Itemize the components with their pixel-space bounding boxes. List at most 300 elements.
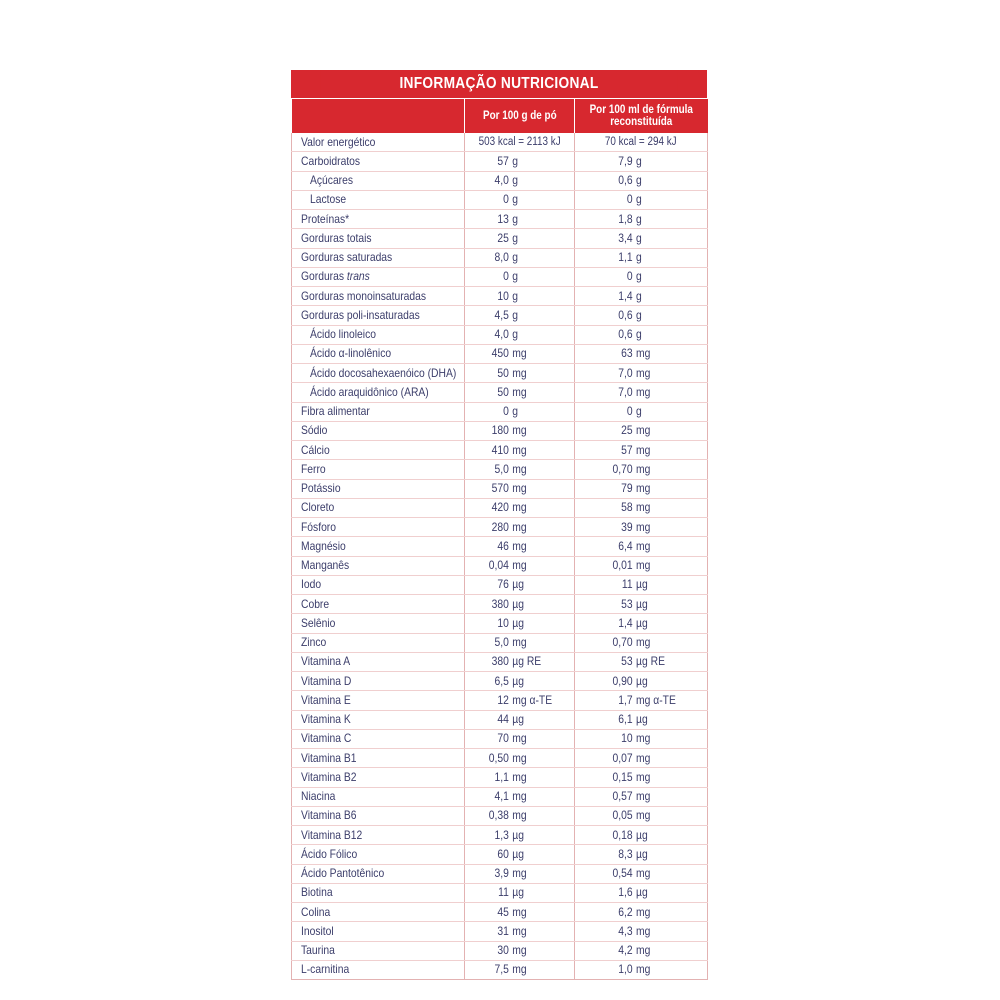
value-per-100ml [575,325,708,344]
amount: 11 [498,885,509,900]
nutrition-facts-panel [291,70,707,980]
nutrient-name [292,864,465,883]
value-per-100g [465,749,575,768]
amount: 30 [497,943,509,958]
value-per-100ml [575,941,708,960]
unit: mg [636,635,651,650]
label-text: Selênio [301,615,336,630]
unit: g [512,269,519,284]
amount: 1,1 [494,769,509,784]
unit: mg [636,923,651,938]
unit: g [512,307,519,322]
value-per-100g [465,672,575,691]
amount: 12 [497,692,509,707]
table-row [292,845,708,864]
label-text: Lactose [310,192,347,207]
unit: mg [512,365,527,380]
unit: µg [636,673,648,688]
label-text: Potássio [301,481,341,496]
value-per-100g [465,460,575,479]
label-text: Vitamina E [301,692,351,707]
value-per-100ml [575,845,708,864]
table-row [292,171,708,190]
nutrient-name [292,575,465,594]
value-per-100ml [575,267,708,286]
amount: 44 [497,712,509,727]
table-row [292,672,708,691]
label-text: Vitamina A [301,654,351,669]
nutrient-name [292,325,465,344]
label-text: Proteínas* [301,211,350,226]
unit: µg [512,712,524,727]
value-per-100ml [575,402,708,421]
value-per-100g [465,229,575,248]
unit: mg [512,943,527,958]
value-per-100ml [575,556,708,575]
table-row [292,421,708,440]
amount: 0,6 [618,173,633,188]
label-text: Cálcio [301,442,330,457]
nutrient-name [292,518,465,537]
value-per-100g [465,498,575,517]
amount: 10 [621,731,633,746]
nutrient-name [292,537,465,556]
label-text: Iodo [301,577,322,592]
nutrient-name [292,614,465,633]
value-per-100g [465,556,575,575]
label-text: Carboidratos [301,153,361,168]
unit: g [636,192,642,207]
amount: 4,0 [494,327,509,342]
nutrient-name [292,787,465,806]
value-per-100g [465,729,575,748]
amount: 1,8 [618,211,633,226]
value-per-100g [465,768,575,787]
unit: mg [636,365,651,380]
amount: 0,54 [612,866,633,881]
amount: 0 [503,269,509,284]
table-row [292,575,708,594]
amount: 0,90 [612,673,633,688]
label-text: Gorduras poli-insaturadas [301,307,420,322]
amount: 1,6 [618,885,633,900]
nutrient-name [292,960,465,979]
label-text: Vitamina D [301,673,352,688]
label-text: Gorduras [301,269,347,284]
value-per-100g [465,537,575,556]
label-text: Fósforo [301,519,336,534]
amount: 13 [497,211,509,226]
unit: g [636,250,642,265]
unit: mg [512,923,527,938]
amount: 0 [503,192,509,207]
value-per-100g [465,883,575,902]
amount: 0,6 [618,307,633,322]
value-per-100ml [575,229,708,248]
value-per-100g [465,210,575,229]
value-per-100ml [575,922,708,941]
unit: µg [636,846,648,861]
unit: mg [636,558,651,573]
unit: mg [512,442,527,457]
table-row [292,325,708,344]
value-per-100ml [575,518,708,537]
unit: µg [636,596,648,611]
amount: 46 [497,538,509,553]
unit: g [512,173,519,188]
unit: mg [636,461,651,476]
label-text: Açúcares [310,173,354,188]
unit: mg [512,750,527,765]
nutrient-name [292,171,465,190]
label-text: Zinco [301,635,327,650]
label-text: Magnésio [301,538,346,553]
amount: 79 [621,481,633,496]
amount: 4,2 [618,943,633,958]
table-row [292,903,708,922]
unit: mg [636,423,651,438]
table-row [292,652,708,671]
value-per-100g [465,479,575,498]
unit: g [512,327,519,342]
nutrient-name [292,402,465,421]
unit: g [512,404,519,419]
value-per-100g [465,652,575,671]
amount: 57 [497,153,509,168]
value-per-100g [465,903,575,922]
nutrient-name [292,460,465,479]
table-row [292,210,708,229]
unit: mg [636,750,651,765]
label-text: Taurina [301,943,335,958]
unit: µg RE [636,654,665,669]
nutrient-name [292,652,465,671]
unit: g [636,173,642,188]
amount: 0,18 [612,827,633,842]
value-per-100g [465,941,575,960]
value-per-100g [465,922,575,941]
table-row [292,229,708,248]
table-row [292,383,708,402]
unit: mg [512,519,527,534]
value-per-100g [465,710,575,729]
amount: 6,1 [618,712,633,727]
amount: 4,3 [618,923,633,938]
value-per-100ml [575,364,708,383]
amount: 280 [491,519,509,534]
unit: µg [636,615,648,630]
unit: g [636,327,642,342]
nutrient-name [292,287,465,306]
energy-row [292,133,708,152]
label-text: Ácido docosahexaenóico (DHA) [310,365,457,380]
amount: 70 [497,731,509,746]
nutrient-name [292,306,465,325]
nutrient-name [292,190,465,209]
table-row [292,710,708,729]
nutrient-name [292,922,465,941]
amount: 1,3 [494,827,509,842]
value-per-100ml [575,749,708,768]
value-per-100ml [575,537,708,556]
unit: mg [512,635,527,650]
unit: µg [512,615,524,630]
nutrient-name [292,421,465,440]
nutrient-name [292,883,465,902]
value-per-100ml [575,903,708,922]
value-per-100ml [575,248,708,267]
unit: mg [512,461,527,476]
label-text: Colina [301,904,331,919]
value-per-100ml [575,421,708,440]
unit: mg [512,962,527,977]
value-per-100ml [575,806,708,825]
amount: 10 [497,288,509,303]
unit: mg [512,481,527,496]
unit: g [636,307,642,322]
unit: mg [636,866,651,881]
header-blank-cell [292,99,465,133]
value-per-100ml [575,171,708,190]
value-per-100g [465,287,575,306]
unit: mg [512,384,527,399]
unit: g [636,153,642,168]
nutrient-name [292,383,465,402]
nutrient-name [292,768,465,787]
value-per-100ml [575,826,708,845]
amount: 6,2 [618,904,633,919]
unit: mg [512,769,527,784]
table-row [292,248,708,267]
unit: mg [512,808,527,823]
nutrient-name [292,441,465,460]
unit: g [636,269,642,284]
value-per-100g [465,364,575,383]
amount: 0,07 [612,750,633,765]
amount: 0 [626,269,633,284]
amount: 4,0 [494,173,509,188]
value-per-100g [465,575,575,594]
amount: 7,5 [494,962,509,977]
amount: 420 [491,500,509,515]
unit: mg [636,538,651,553]
value-per-100ml [575,575,708,594]
unit: µg [636,712,648,727]
amount: 410 [491,442,509,457]
label-text: Vitamina C [301,731,352,746]
table-row [292,633,708,652]
unit: g [636,211,642,226]
table-row [292,749,708,768]
amount: 7,0 [618,365,633,380]
unit: µg [636,577,648,592]
table-row [292,537,708,556]
amount: 58 [621,500,633,515]
unit: mg [636,731,651,746]
value-per-100g [465,806,575,825]
nutrient-name [292,710,465,729]
unit: g [636,230,642,245]
nutrition-table [291,99,708,980]
value-per-100g [465,421,575,440]
value-per-100ml [575,383,708,402]
label-text: Cobre [301,596,330,611]
amount: 380 [491,596,509,611]
amount: 450 [491,346,509,361]
table-row [292,441,708,460]
label-text: Ferro [301,461,326,476]
amount: 60 [497,846,509,861]
label-text: Ácido α-linolênico [310,346,392,361]
table-row [292,883,708,902]
value-per-100ml [575,344,708,363]
amount: 6,5 [494,673,509,688]
amount: 39 [621,519,633,534]
amount: 0,70 [612,461,633,476]
table-row [292,267,708,286]
value-per-100g [465,267,575,286]
unit: µg [512,846,524,861]
value-per-100g [465,383,575,402]
unit: mg [512,789,527,804]
unit: g [636,404,642,419]
value-per-100ml [575,691,708,710]
unit: µg [512,596,524,611]
unit: mg [512,423,527,438]
amount: 0,04 [488,558,509,573]
value-per-100g [465,633,575,652]
row-label: Valor energético [292,133,465,152]
table-row [292,691,708,710]
unit: g [512,211,519,226]
value-per-100g [465,171,575,190]
nutrient-name [292,556,465,575]
value-per-100g [465,441,575,460]
unit: mg [512,731,527,746]
amount: 1,7 [618,692,633,707]
unit: mg α-TE [512,692,553,707]
value-per-100g [465,826,575,845]
value-per-100ml [575,614,708,633]
label-text: Ácido araquidônico (ARA) [310,384,429,399]
amount: 57 [621,442,633,457]
nutrient-name [292,595,465,614]
value-per-100g [465,306,575,325]
value-per-100g [465,691,575,710]
amount: 25 [621,423,633,438]
amount: 0,70 [612,635,633,650]
amount: 63 [621,346,633,361]
value-per-100ml [575,441,708,460]
value-per-100g [465,845,575,864]
unit: mg [512,500,527,515]
value-per-100g [465,864,575,883]
value-per-100g [465,787,575,806]
unit: mg [512,904,527,919]
energy-value-per-100ml: 70 kcal = 294 kJ [575,133,708,152]
amount: 5,0 [494,635,509,650]
unit: mg [636,442,651,457]
value-per-100g [465,248,575,267]
unit: mg [636,769,651,784]
amount: 570 [491,481,509,496]
unit: mg [636,384,651,399]
unit: g [512,250,519,265]
energy-value-per-100g: 503 kcal = 2113 kJ [465,133,575,152]
nutrient-name [292,229,465,248]
unit: mg [636,346,651,361]
value-per-100ml [575,768,708,787]
amount: 0,50 [488,750,509,765]
table-row [292,479,708,498]
value-per-100ml [575,672,708,691]
amount: 5,0 [494,461,509,476]
nutrient-name [292,903,465,922]
amount: 25 [497,230,509,245]
unit: mg [636,943,651,958]
label-text: Vitamina B1 [301,750,357,765]
value-per-100g [465,325,575,344]
value-per-100ml [575,864,708,883]
amount: 0 [503,404,509,419]
unit: µg [512,577,524,592]
amount: 8,3 [618,846,633,861]
nutrient-name [292,248,465,267]
amount: 1,4 [618,288,633,303]
unit: µg [636,885,648,900]
unit: mg [512,346,527,361]
label-text: L-carnitina [301,962,350,977]
amount: 7,0 [618,384,633,399]
nutrient-name [292,749,465,768]
value-per-100ml [575,152,708,171]
table-row [292,152,708,171]
amount: 31 [497,923,509,938]
table-row [292,344,708,363]
value-per-100ml [575,883,708,902]
table-row [292,768,708,787]
nutrient-name [292,633,465,652]
nutrient-name [292,691,465,710]
table-row [292,306,708,325]
amount: 0,6 [618,327,633,342]
label-text: Vitamina K [301,712,351,727]
nutrient-name [292,672,465,691]
unit: g [512,288,519,303]
value-per-100ml [575,460,708,479]
nutrient-name [292,826,465,845]
table-row [292,518,708,537]
value-per-100g [465,344,575,363]
nutrient-name [292,267,465,286]
nutrient-name [292,210,465,229]
title-bar [291,70,707,99]
nutrient-name [292,344,465,363]
table-row [292,287,708,306]
unit: mg [636,962,651,977]
label-text: Vitamina B12 [301,827,363,842]
header-per-100g: Por 100 g de pó [465,99,575,133]
amount: 50 [497,365,509,380]
table-row [292,595,708,614]
amount: 53 [621,654,633,669]
value-per-100ml [575,633,708,652]
value-per-100g [465,152,575,171]
amount: 0,57 [612,789,633,804]
table-row [292,498,708,517]
amount: 11 [621,577,633,592]
label-text: Fibra alimentar [301,404,370,419]
